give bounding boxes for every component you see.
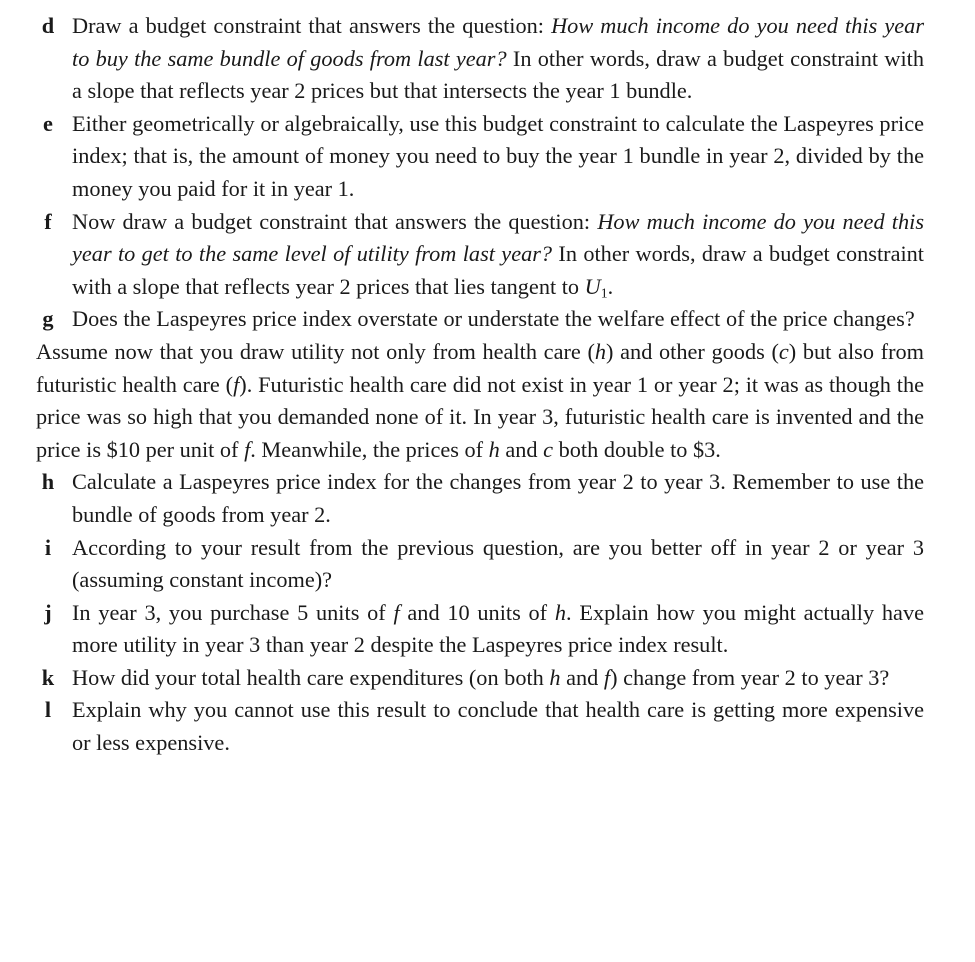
question-letter: f (44, 208, 52, 234)
question-i (36, 532, 924, 597)
question-e (36, 108, 924, 206)
question-letter: k (41, 664, 55, 690)
question-text: How did your total health care expenditures (on both (72, 664, 550, 690)
question-letter: j (44, 599, 52, 625)
question-letter: d (41, 13, 55, 38)
paragraph-text: ) and other goods ( (606, 338, 779, 364)
math-variable: h (488, 436, 500, 462)
paragraph-text: Assume now that you draw utility not only from health care ( (36, 338, 595, 364)
scenario-paragraph (36, 336, 924, 466)
math-variable: c (543, 436, 554, 462)
math-variable: f (244, 436, 251, 462)
question-letter: l (44, 697, 52, 723)
math-variable: f (603, 664, 611, 690)
math-variable: h (549, 664, 561, 690)
question-h (36, 466, 924, 531)
question-text: Does the Laspeyres price index overstate or understate the welfare effect of the price changes? (72, 306, 915, 332)
question-g (36, 303, 924, 336)
question-letter: h (41, 469, 55, 495)
question-text: Draw a budget constraint that answers the question: (72, 13, 552, 38)
math-variable: U (584, 273, 601, 299)
paragraph-text: ) but also from futuristic health care ( (36, 338, 924, 397)
math-variable: c (778, 338, 789, 364)
question-text: Calculate a Laspeyres price index for the changes from year 2 to year 3. Remember to use the bundle of goods from year 2. (72, 469, 924, 527)
question-l (36, 694, 924, 759)
question-italic-text: How much income do you need this year to buy the same bundle of goods from last year? (72, 13, 924, 71)
question-italic-text: How much income do you need this year to get to the same level of utility from last year? (72, 208, 924, 267)
math-subscript: 1 (600, 285, 608, 301)
paragraph-text: ). Futuristic health care did not exist in year 1 or year 2; it was as though the price was so high that you demanded none of it. In year 3, futuristic health care is invented and the price is $10 per unit of (36, 371, 924, 462)
question-text: Now draw a budget constraint that answers the question: (72, 208, 598, 234)
question-text: . Explain how you might actually have more utility in year 3 than year 2 despite the Laspeyres price index result. (72, 599, 924, 658)
paragraph-text: and (499, 436, 544, 462)
question-letter: g (42, 306, 54, 332)
paragraph-text: both double to $3. (553, 436, 721, 462)
question-text: In other words, draw a budget constraint with a slope that reflects year 2 prices that lies tangent to (72, 241, 924, 299)
textbook-page (36, 10, 924, 760)
question-f (36, 206, 924, 304)
question-text: and 10 units of (399, 599, 555, 625)
question-text: Explain why you cannot use this result to conclude that health care is getting more expensive or less expensive. (72, 697, 924, 756)
question-letter: i (44, 534, 52, 560)
question-text: In other words, draw a budget constraint with a slope that reflects year 2 prices but that intersects the year 1 bundle. (72, 45, 924, 104)
math-variable: f (233, 371, 240, 397)
math-variable: h (594, 338, 607, 364)
question-j (36, 597, 924, 662)
question-k (36, 662, 924, 695)
math-variable: f (393, 599, 400, 625)
question-text: In year 3, you purchase 5 units of (72, 599, 394, 625)
paragraph-text: . Meanwhile, the prices of (250, 436, 489, 462)
question-text: . (607, 273, 614, 299)
question-text: Either geometrically or algebraically, use this budget constraint to calculate the Laspeyres price index; that is, the amount of money you need to buy the year 1 bundle in year 2, divided by the money you paid for it in year 1. (72, 110, 924, 201)
question-text: According to your result from the previous question, are you better off in year 2 or year 3 (assuming constant income)? (72, 534, 924, 593)
question-d (36, 10, 924, 108)
question-text: and (560, 664, 604, 690)
question-text: ) change from year 2 to year 3? (610, 664, 890, 690)
math-variable: h (554, 599, 567, 625)
question-letter: e (43, 110, 53, 136)
